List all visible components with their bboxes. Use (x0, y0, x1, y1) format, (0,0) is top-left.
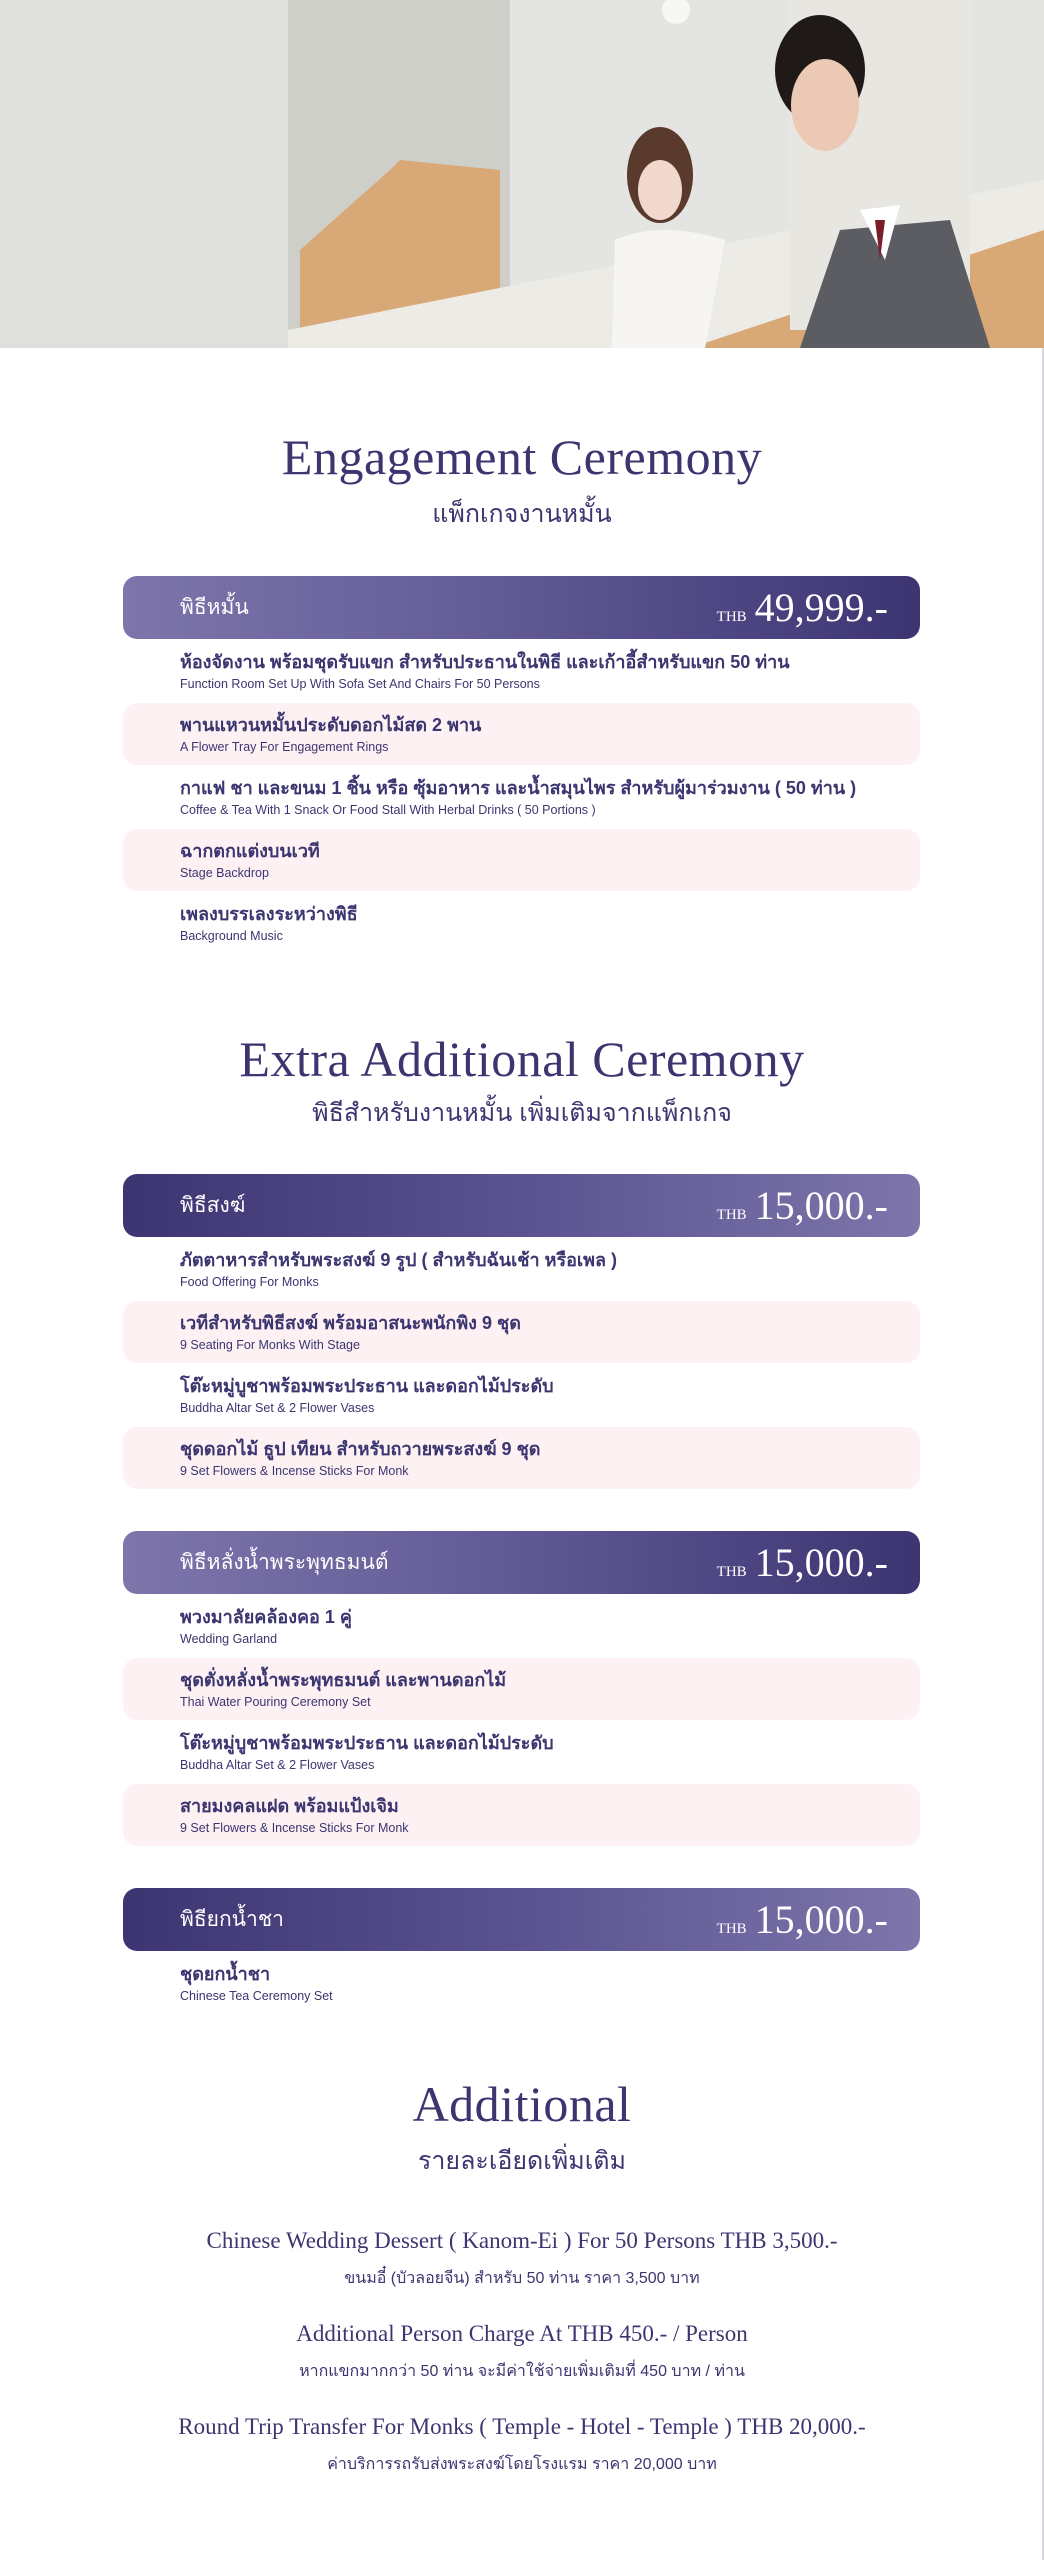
additional-item-en: Additional Person Charge At THB 450.- / Person (296, 2321, 748, 2346)
additional-item-th: ค่าบริการรถรับส่งพระสงฆ์โดยโรงแรม ราคา 20,000 บาท (327, 2456, 717, 2473)
list-item (123, 1238, 920, 1300)
list-item (123, 1952, 920, 2014)
package-price (717, 1539, 888, 1586)
list-item (123, 1721, 920, 1783)
item-thai: สายมงคลแฝด พร้อมแป้งเจิม (180, 1796, 399, 1816)
item-english: 9 Set Flowers & Incense Sticks For Monk (180, 1464, 409, 1478)
item-thai: โต๊ะหมู่บูชาพร้อมพระประธาน และดอกไม้ประดับ (180, 1733, 554, 1753)
item-thai: ฉากตกแต่งบนเวที (180, 841, 320, 861)
item-thai: กาแฟ ชา และขนม 1 ชิ้น หรือ ซุ้มอาหาร และน้ำสมุนไพร สำหรับผู้มาร่วมงาน ( 50 ท่าน ) (180, 778, 857, 798)
item-thai: ชุดตั่งหลั่งน้ำพระพุทธมนต์ และพานดอกไม้ (180, 1670, 507, 1690)
price-amount: 15,000.- (754, 1540, 888, 1585)
package-price (717, 584, 888, 631)
currency-label: THB (716, 1207, 747, 1223)
item-thai: ชุดดอกไม้ ธูป เทียน สำหรับถวายพระสงฆ์ 9 ชุด (180, 1439, 541, 1459)
item-english: Background Music (180, 929, 283, 943)
hero-photo (0, 0, 1044, 348)
list-item (123, 1364, 920, 1426)
package-price (717, 1896, 888, 1943)
currency-label: THB (716, 1564, 747, 1580)
package-header-monk-ceremony (123, 1174, 920, 1237)
package-name: พิธีหมั้น (180, 596, 249, 619)
additional-subtitle: รายละเอียดเพิ่มเติม (417, 2147, 627, 2175)
package-price (717, 1182, 888, 1229)
item-english: Stage Backdrop (180, 866, 269, 880)
extra-subtitle: พิธีสำหรับงานหมั้น เพิ่มเติมจากแพ็กเกจ (312, 1099, 732, 1127)
additional-item-en: Chinese Wedding Dessert ( Kanom-Ei ) For 50 Persons THB 3,500.- (206, 2228, 838, 2253)
list-item (123, 766, 920, 828)
extra-title: Extra Additional Ceremony (239, 1031, 805, 1087)
item-thai: ห้องจัดงาน พร้อมชุดรับแขก สำหรับประธานในพิธี และเก้าอี้สำหรับแขก 50 ท่าน (180, 652, 790, 672)
engagement-subtitle: แพ็กเกจงานหมั้น (432, 500, 612, 528)
item-english: Wedding Garland (180, 1632, 278, 1646)
item-english: Function Room Set Up With Sofa Set And Chairs For 50 Persons (180, 677, 540, 691)
package-name: พิธีหลั่งน้ำพระพุทธมนต์ (180, 1551, 389, 1574)
item-thai: พานแหวนหมั้นประดับดอกไม้สด 2 พาน (180, 715, 482, 735)
water-pouring-item-list (123, 1595, 920, 1847)
item-english: 9 Seating For Monks With Stage (180, 1338, 360, 1352)
item-thai: พวงมาลัยคล้องคอ 1 คู่ (180, 1607, 352, 1627)
item-thai: ภัตตาหารสำหรับพระสงฆ์ 9 รูป ( สำหรับฉันเช้า หรือเพล ) (180, 1250, 617, 1270)
additional-item-th: ขนมอี๋ (บัวลอยจีน) สำหรับ 50 ท่าน ราคา 3,500 บาท (344, 2270, 700, 2287)
price-amount: 15,000.- (754, 1183, 888, 1228)
item-thai: โต๊ะหมู่บูชาพร้อมพระประธาน และดอกไม้ประดับ (180, 1376, 554, 1396)
item-thai: เวทีสำหรับพิธีสงฆ์ พร้อมอาสนะพนักพิง 9 ชุด (180, 1313, 521, 1333)
list-item (123, 1427, 920, 1489)
package-header-engagement (123, 576, 920, 639)
list-item (123, 829, 920, 891)
engagement-title: Engagement Ceremony (281, 429, 763, 485)
package-header-tea-ceremony (123, 1888, 920, 1951)
item-thai: เพลงบรรเลงระหว่างพิธี (180, 904, 358, 924)
list-item (123, 1784, 920, 1846)
item-english: 9 Set Flowers & Incense Sticks For Monk (180, 1821, 409, 1835)
engagement-item-list (123, 640, 920, 955)
additional-title: Additional (412, 2076, 632, 2132)
additional-item-en: Round Trip Transfer For Monks ( Temple - Hotel - Temple ) THB 20,000.- (178, 2414, 866, 2439)
list-item (123, 1658, 920, 1720)
package-name: พิธียกน้ำชา (180, 1908, 284, 1931)
package-name: พิธีสงฆ์ (180, 1194, 246, 1217)
price-amount: 49,999.- (754, 585, 888, 630)
item-english: Buddha Altar Set & 2 Flower Vases (180, 1758, 375, 1772)
list-item (123, 892, 920, 954)
item-english: Food Offering For Monks (180, 1275, 319, 1289)
currency-label: THB (716, 609, 747, 625)
list-item (123, 703, 920, 765)
list-item (123, 1301, 920, 1363)
additional-item-th: หากแขกมากกว่า 50 ท่าน จะมีค่าใช้จ่ายเพิ่มเติมที่ 450 บาท / ท่าน (299, 2363, 745, 2380)
package-header-water-pouring (123, 1531, 920, 1594)
item-english: Coffee & Tea With 1 Snack Or Food Stall With Herbal Drinks ( 50 Portions ) (180, 803, 596, 817)
item-english: A Flower Tray For Engagement Rings (180, 740, 389, 754)
monk-item-list (123, 1238, 920, 1490)
list-item (123, 640, 920, 702)
item-thai: ชุดยกน้ำชา (180, 1964, 271, 1984)
item-english: Thai Water Pouring Ceremony Set (180, 1695, 371, 1709)
item-english: Buddha Altar Set & 2 Flower Vases (180, 1401, 375, 1415)
list-item (123, 1595, 920, 1657)
item-english: Chinese Tea Ceremony Set (180, 1989, 333, 2003)
currency-label: THB (716, 1921, 747, 1937)
tea-item-list (123, 1952, 920, 2015)
price-amount: 15,000.- (754, 1897, 888, 1942)
